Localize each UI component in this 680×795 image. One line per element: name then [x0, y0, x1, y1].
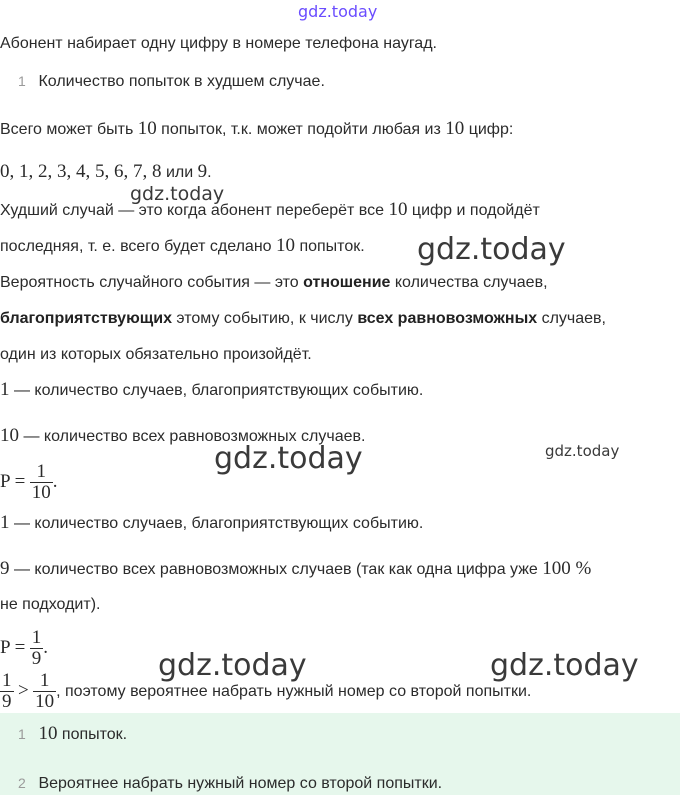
digits-list	[0, 162, 212, 183]
question-number: 1	[18, 73, 26, 89]
text: цифр:	[464, 121, 514, 138]
bold-term: благоприятствующих	[0, 310, 172, 327]
text: последняя, т. е. всего будет сделано	[0, 238, 276, 255]
denominator: 10	[31, 482, 51, 504]
fraction	[0, 671, 14, 712]
denominator: 10	[35, 691, 55, 713]
text: Вероятность случайного события — это	[0, 274, 304, 291]
text: .	[207, 164, 212, 181]
problem-statement: Абонент набирает одну цифру в номере телефона наугад.	[0, 35, 437, 52]
answer-text: Вероятнее набрать нужный номер со второй попытки.	[38, 775, 443, 792]
math: 100 %	[542, 558, 592, 579]
math: 1	[0, 512, 10, 533]
denominator: 9	[2, 691, 12, 713]
answer-item	[18, 773, 442, 794]
fraction	[33, 671, 56, 712]
total-line	[0, 426, 365, 447]
question-item	[18, 71, 325, 92]
math: 10	[388, 199, 408, 220]
definition-line-1	[0, 273, 548, 293]
math: 9	[197, 161, 208, 182]
comparison-line	[0, 669, 531, 714]
total-line-2	[0, 559, 591, 580]
math: 10	[137, 118, 157, 139]
watermark: gdz.today	[417, 232, 566, 267]
definition-line-2	[0, 309, 606, 329]
math: .	[43, 637, 49, 658]
text: попыток.	[295, 238, 365, 255]
worst-case-line-2	[0, 236, 365, 257]
watermark: gdz.today	[130, 183, 225, 205]
fraction	[30, 462, 53, 503]
math: 10	[276, 235, 295, 256]
numerator: 1	[36, 461, 47, 483]
text: Всего может быть	[0, 121, 138, 138]
worst-case-line	[0, 200, 540, 221]
math: >	[17, 680, 29, 701]
text: — количество случаев, благоприятствующих событию.	[9, 382, 424, 399]
math: 9	[0, 558, 10, 579]
math: 10	[38, 723, 58, 744]
answer-number: 2	[18, 775, 26, 791]
favorable-line	[0, 380, 423, 401]
text: Худший случай — это когда абонент переберёт все	[0, 202, 389, 219]
watermark: gdz.today	[545, 442, 620, 460]
math: 0, 1, 2, 3, 4, 5, 6, 7, 8	[0, 161, 162, 182]
text: цифр и подойдёт	[407, 202, 540, 219]
text: попыток, т.к. может подойти любая из	[156, 121, 446, 138]
math: P =	[0, 471, 26, 492]
bold-term: отношение	[303, 274, 391, 291]
numerator: 1	[2, 670, 12, 692]
probability-formula-2	[0, 626, 48, 671]
text: — количество всех равновозможных случаев (так как одна цифра уже	[9, 561, 543, 578]
solution-line-total	[0, 119, 513, 140]
numerator: 1	[39, 670, 50, 692]
text: этому событию, к числу	[171, 310, 358, 327]
text: — количество всех равновозможных случаев.	[19, 428, 366, 445]
text: количества случаев,	[390, 274, 548, 291]
denominator: 9	[31, 648, 42, 670]
answer-number: 1	[18, 726, 26, 742]
probability-formula-1	[0, 460, 58, 505]
watermark: gdz.today	[214, 441, 363, 476]
fraction	[30, 628, 44, 669]
question-text: Количество попыток в худшем случае.	[38, 73, 325, 90]
math: P =	[0, 637, 26, 658]
text: случаев,	[537, 310, 606, 327]
watermark: gdz.today	[158, 648, 307, 683]
favorable-line-2	[0, 513, 423, 534]
bold-term: всех равновозможных	[357, 310, 538, 327]
total-line-2-cont: не подходит).	[0, 596, 101, 613]
definition-line-3: один из которых обязательно произойдёт.	[0, 346, 312, 363]
math: .	[52, 471, 58, 492]
text: , поэтому вероятнее набрать нужный номер со второй попытки.	[56, 683, 532, 700]
text: — количество случаев, благоприятствующих событию.	[9, 515, 424, 532]
numerator: 1	[31, 627, 42, 649]
text: или	[161, 164, 198, 181]
math: 10	[445, 118, 465, 139]
math: 1	[0, 379, 10, 400]
watermark: gdz.today	[490, 648, 639, 683]
answer-text: попыток.	[57, 726, 128, 743]
answer-item	[18, 724, 127, 745]
watermark-top: gdz.today	[298, 2, 378, 21]
math: 10	[0, 425, 19, 446]
